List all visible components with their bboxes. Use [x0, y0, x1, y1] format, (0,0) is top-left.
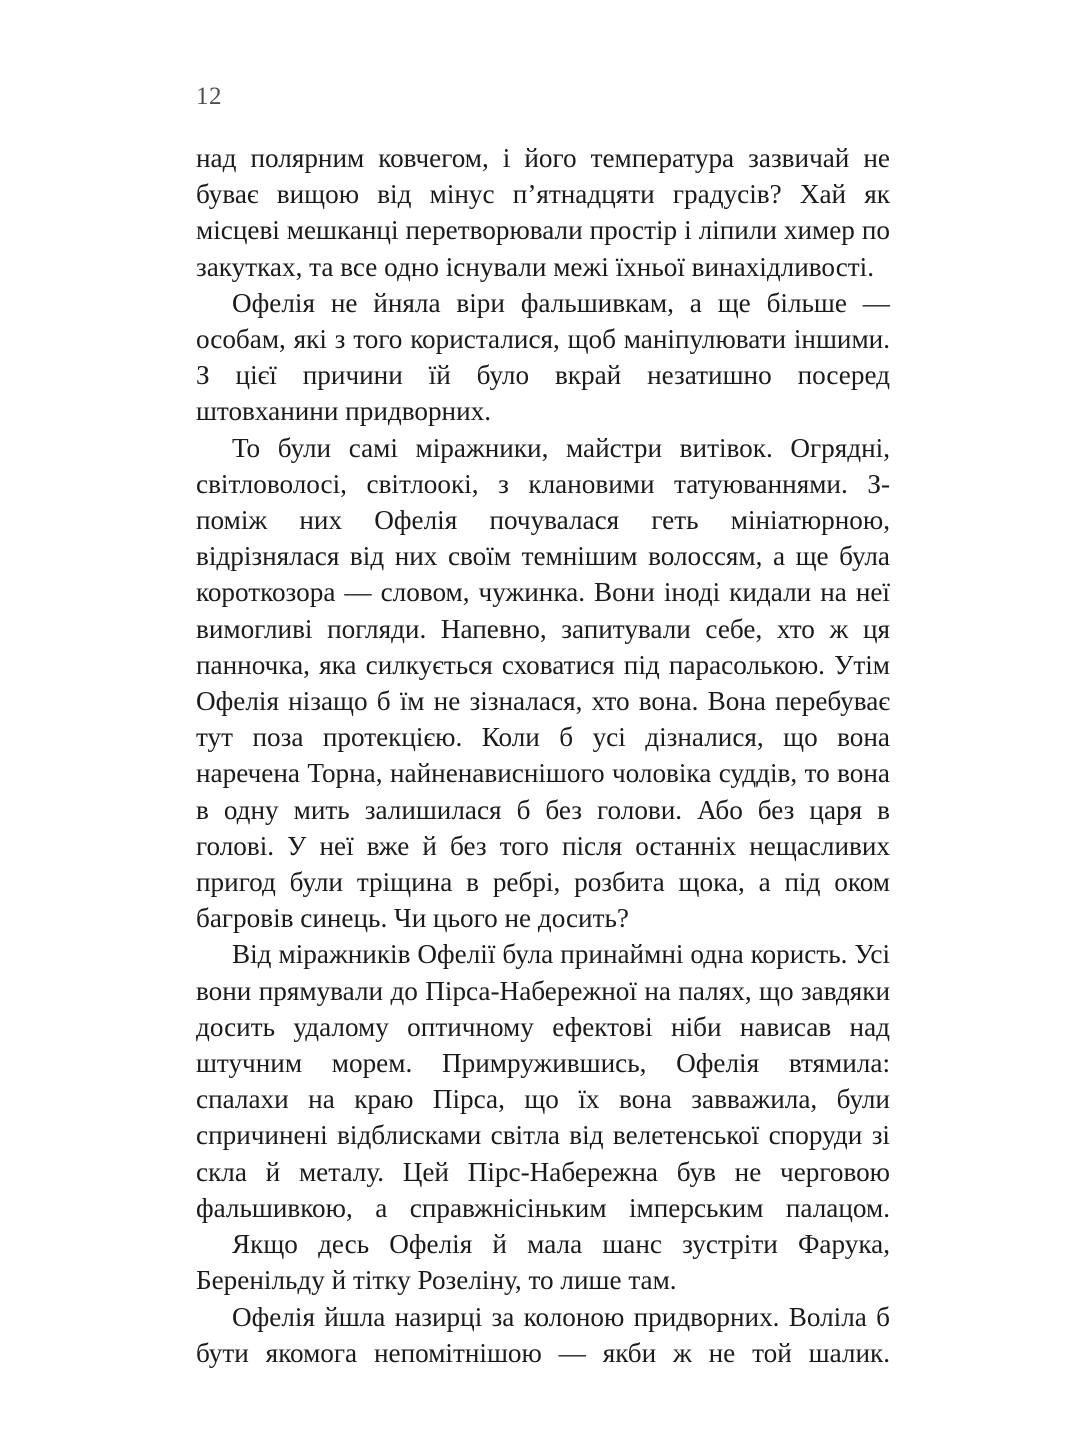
body-paragraph: То були самі міражники, майстри витівок. Огрядні, світловолосі, світлоокі, з клановими татуюваннями. З-поміж них Офелія почувалася геть мініатюрною, відрізнялася від них своїм темнішим волоссям, а ще була короткозора — словом, чужинка. Вони іноді кидали на неї вимогливі погляди. Напевно, запитували себе, хто ж ця панночка, яка силкується сховатися під парасолькою. Утім Офелія нізащо б їм не зізналася, хто вона. Вона перебуває тут поза протекцією. Коли б усі дізналися, що вона наречена Торна, найненависнішого чоловіка суддів, то вона в одну мить залишилася б без голови. Або без царя в голові. У неї вже й без того після останніх нещасливих пригод були тріщина в ребрі, розбита щока, а під оком багровів синець. Чи цього не досить?: [196, 432, 890, 934]
body-paragraph: над полярним ковчегом, і його температура зазвичай не буває вищою від мінус п’ятнадцяти градусів? Хай як місцеві мешканці перетворювали простір і ліпили химер по закутках, та все одно існували межі їхньої винахідливості.: [196, 143, 890, 282]
body-paragraph: Офелія йшла назирці за колоною придворних. Воліла б бути якомога непомітнішою — якби ж не той шалик.: [196, 1301, 890, 1368]
body-paragraph: Якщо десь Офелія й мала шанс зустріти Фарука, Беренільду й тітку Розеліну, то лише там.: [196, 1229, 890, 1296]
body-paragraph: Від міражників Офелії була принаймні одна користь. Усі вони прямували до Пірса-Набережної на палях, що завдяки досить удалому оптичному ефектові ніби нависав над штучним морем. Примружившись, Офелія втямила: спалахи на краю Пірса, що їх вона завважила, були спричинені відблисками світла від велетенської споруди зі скла й металу. Цей Пірс-Набережна був не черговою фальшивкою, а справжнісіньким імперським палацом.: [196, 939, 890, 1223]
body-paragraph: Офелія не йняла віри фальшивкам, а ще більше — особам, які з того користалися, щоб маніпулювати іншими. З цієї причини їй було вкрай незатишно посеред штовханини придворних.: [196, 287, 890, 427]
body-text-column: [196, 140, 890, 1371]
page-number: 12: [196, 83, 222, 110]
